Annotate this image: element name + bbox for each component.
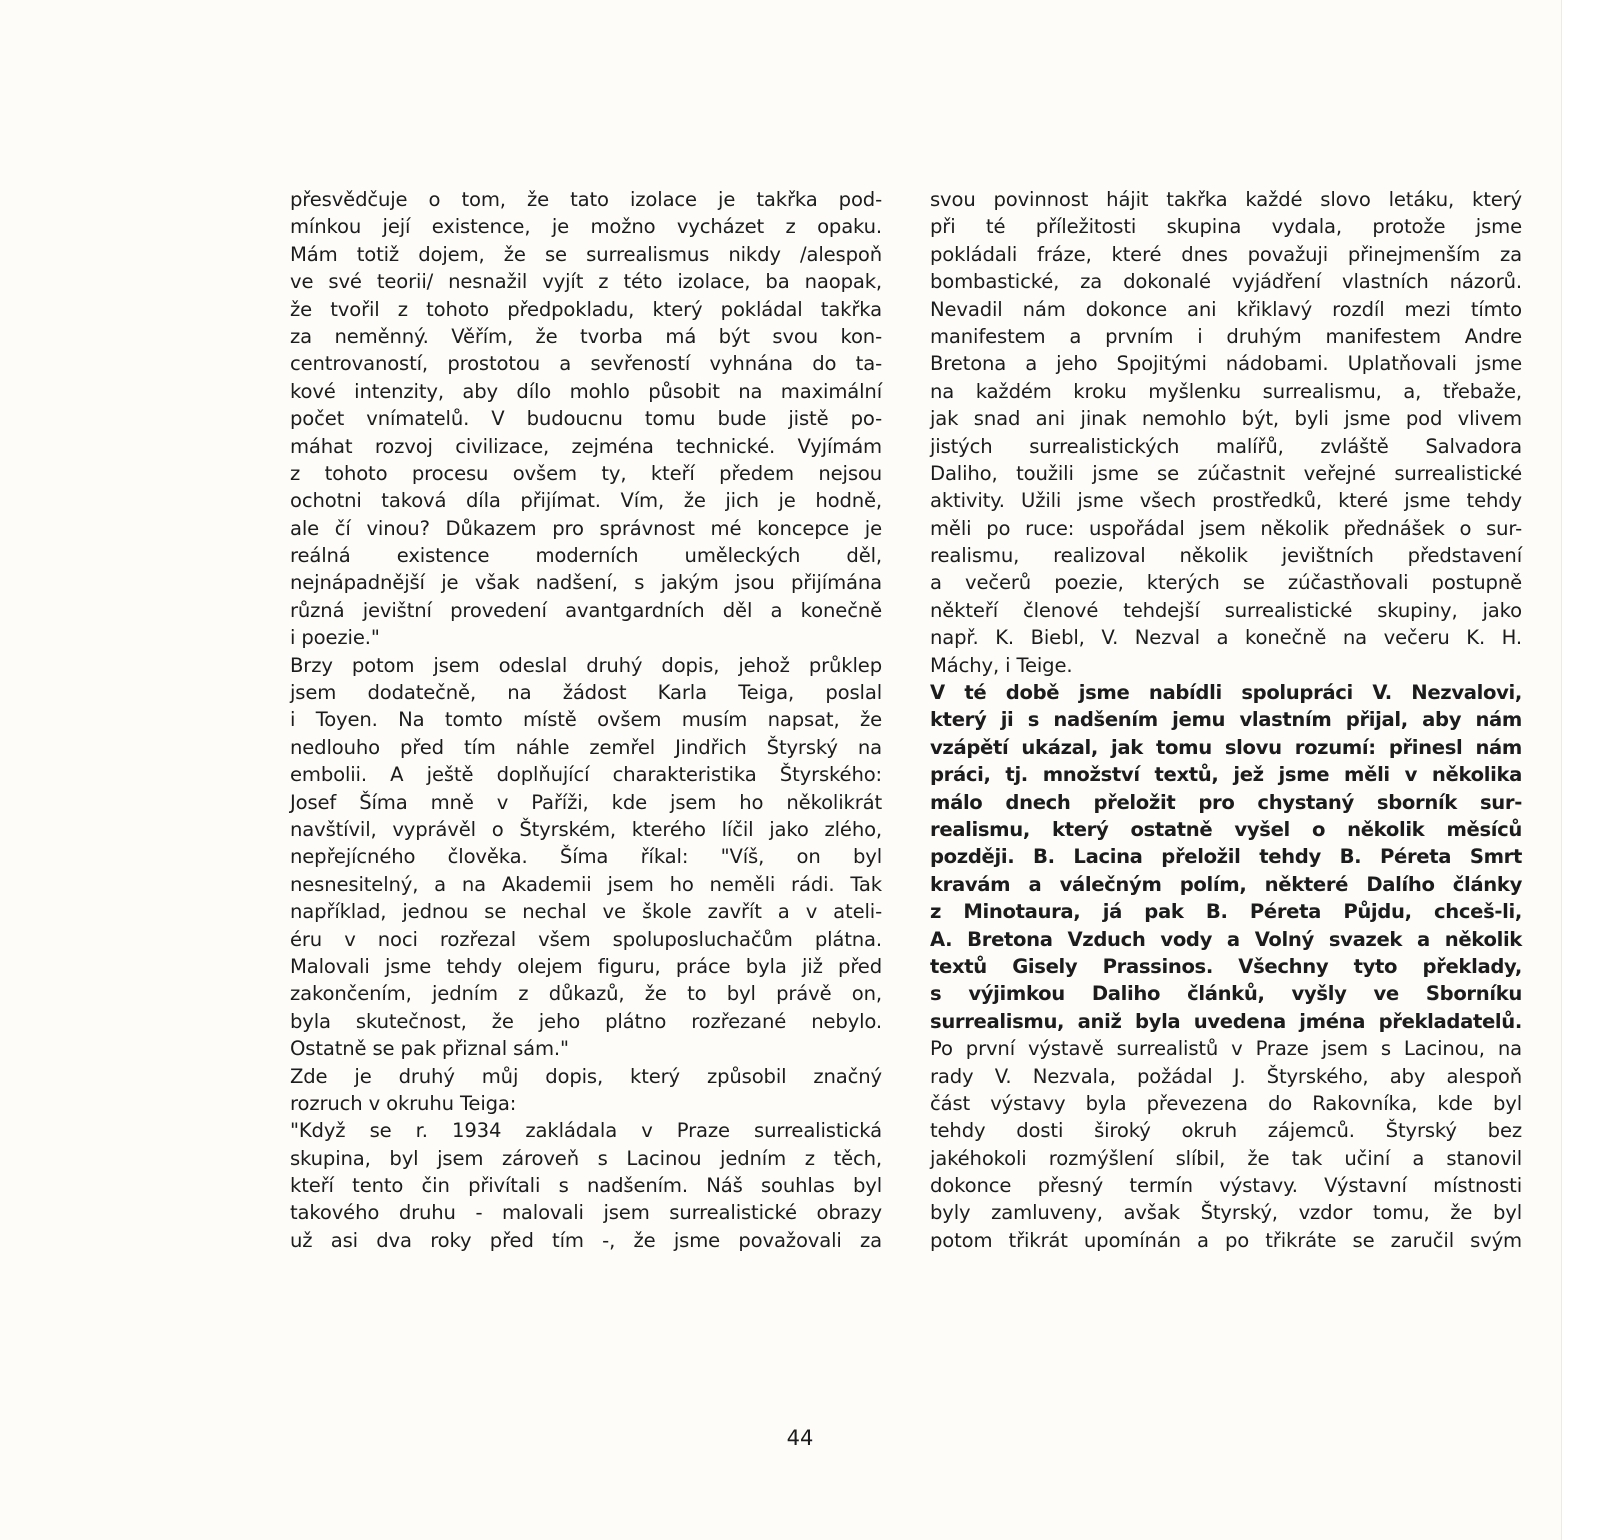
- text-line: Brzy potom jsem odeslal druhý dopis, jehož průklep: [290, 653, 882, 677]
- text-line: s výjimkou Daliho článků, vyšly ve Sborníku: [930, 982, 1522, 1006]
- text-line: ochotni taková díla přijímat. Vím, že jich je hodně,: [290, 489, 882, 513]
- text-line: při té příležitosti skupina vydala, protože jsme: [930, 215, 1522, 239]
- text-line: měli po ruce: uspořádal jsem několik přednášek o sur-: [930, 516, 1522, 540]
- text-line: skupina, byl jsem zároveň s Lacinou jedním z těch,: [290, 1146, 882, 1170]
- text-line: kravám a válečným polím, některé Dalího články: [930, 872, 1522, 896]
- text-line: manifestem a prvním i druhým manifestem Andre: [930, 324, 1522, 348]
- text-line: z Minotaura, já pak B. Péreta Půjdu, chceš-li,: [930, 900, 1522, 924]
- text-line: i Toyen. Na tomto místě ovšem musím napsat, že: [290, 708, 882, 732]
- text-line: zakončením, jedním z důkazů, že to byl právě on,: [290, 982, 882, 1006]
- text-line: ale čí vinou? Důkazem pro správnost mé koncepce je: [290, 516, 882, 540]
- text-line: později. B. Lacina přeložil tehdy B. Péreta Smrt: [930, 845, 1522, 869]
- text-line: Zde je druhý můj dopis, který způsobil značný: [290, 1064, 882, 1088]
- text-line: rozruch v okruhu Teiga:: [290, 1091, 517, 1115]
- text-line: např. K. Biebl, V. Nezval a konečně na večeru K. H.: [930, 626, 1522, 650]
- text-line: práci, tj. množství textů, jež jsme měli v několika: [930, 763, 1522, 787]
- text-line: centrovaností, prostotou a sevřeností vyhnána do ta-: [290, 352, 882, 376]
- text-line: dokonce přesný termín výstavy. Výstavní místnosti: [930, 1174, 1522, 1198]
- text-line: Daliho, toužili jsme se zúčastnit veřejné surrealistické: [930, 461, 1522, 485]
- text-line: málo dnech přeložit pro chystaný sborník sur-: [930, 790, 1522, 814]
- text-line: Malovali jsme tehdy olejem figuru, práce byla již před: [290, 954, 882, 978]
- text-line: část výstavy byla převezena do Rakovníka, kde byl: [930, 1091, 1522, 1115]
- text-line: jistých surrealistických malířů, zvláště Salvadora: [930, 434, 1522, 458]
- text-line: textů Gisely Prassinos. Všechny tyto překlady,: [930, 954, 1522, 978]
- text-line: bombastické, za dokonalé vyjádření vlastních názorů.: [930, 270, 1522, 294]
- text-line: na každém kroku myšlenku surrealismu, a, třebaže,: [930, 379, 1522, 403]
- text-line: Máchy, i Teige.: [930, 653, 1073, 677]
- text-line: kové intenzity, aby dílo mohlo působit na maximální: [290, 379, 882, 403]
- text-line: byla skutečnost, že jeho plátno rozřezané nebylo.: [290, 1009, 882, 1033]
- text-line: realismu, který ostatně vyšel o několik měsíců: [930, 817, 1522, 841]
- text-line: někteří členové tehdejší surrealistické skupiny, jako: [930, 598, 1522, 622]
- text-line: realismu, realizoval několik jevištních představení: [930, 544, 1522, 568]
- text-line: pokládali fráze, které dnes považuji přinejmenším za: [930, 242, 1522, 266]
- text-line: embolii. A ještě doplňující charakteristika Štyrského:: [290, 763, 882, 787]
- text-line: z tohoto procesu ovšem ty, kteří předem nejsou: [290, 461, 882, 485]
- text-line: navštívil, vyprávěl o Štyrském, kterého líčil jako zlého,: [290, 817, 882, 841]
- text-line: Bretona a jeho Spojitými nádobami. Uplatňovali jsme: [930, 352, 1522, 376]
- text-line: A. Bretona Vzduch vody a Volný svazek a několik: [930, 927, 1522, 951]
- text-line: Josef Šíma mně v Paříži, kde jsem ho několikrát: [290, 790, 882, 814]
- text-line: který ji s nadšením jemu vlastním přijal, aby nám: [930, 708, 1522, 732]
- text-line: V té době jsme nabídli spolupráci V. Nezvalovi,: [930, 681, 1522, 705]
- text-line: Nevadil nám dokonce ani křiklavý rozdíl mezi tímto: [930, 297, 1522, 321]
- text-line: Ostatně se pak přiznal sám.": [290, 1037, 569, 1061]
- left-text-column: [290, 186, 882, 1254]
- text-line: svou povinnost hájit takřka každé slovo letáku, který: [930, 188, 1522, 211]
- text-line: nejnápadnější je však nadšení, s jakým jsou přijímána: [290, 571, 882, 595]
- text-line: kteří tento čin přivítali s nadšením. Náš souhlas byl: [290, 1174, 882, 1198]
- text-line: Mám totiž dojem, že se surrealismus nikdy /alespoň: [290, 242, 882, 266]
- text-line: máhat rozvoj civilizace, zejména technické. Vyjímám: [290, 434, 882, 458]
- text-line: za neměnný. Věřím, že tvorba má být svou kon-: [290, 324, 882, 348]
- text-line: počet vnímatelů. V budoucnu tomu bude jistě po-: [290, 407, 882, 431]
- text-line: jakéhokoli rozmýšlení slíbil, že tak učiní a stanovil: [930, 1146, 1522, 1170]
- text-line: surrealismu, aniž byla uvedena jména překladatelů.: [930, 1009, 1522, 1033]
- text-line: nepřejícného člověka. Šíma říkal: "Víš, on byl: [290, 845, 882, 869]
- text-line: mínkou její existence, je možno vycházet z opaku.: [290, 215, 882, 239]
- text-line: takového druhu - malovali jsem surrealistické obrazy: [290, 1201, 882, 1225]
- text-line: například, jednou se nechal ve škole zavřít a v ateli-: [290, 900, 882, 924]
- text-line: i poezie.": [290, 626, 380, 650]
- text-line: éru v noci rozřezal všem spoluposluchačům plátna.: [290, 927, 882, 951]
- page-number: 44: [786, 1426, 814, 1450]
- text-line: jak snad ani jinak nemohlo být, byli jsme pod vlivem: [930, 407, 1522, 431]
- text-line: potom třikrát upomínán a po třikráte se zaručil svým: [930, 1228, 1522, 1252]
- text-line: rady V. Nezvala, požádal J. Štyrského, aby alespoň: [930, 1064, 1522, 1088]
- text-line: Po první výstavě surrealistů v Praze jsem s Lacinou, na: [930, 1037, 1522, 1061]
- text-line: už asi dva roky před tím -, že jsme považovali za: [290, 1228, 882, 1252]
- text-line: reálná existence moderních uměleckých děl,: [290, 544, 882, 568]
- text-line: ve své teorii/ nesnažil vyjít z této izolace, ba naopak,: [290, 270, 882, 294]
- text-line: různá jevištní provedení avantgardních děl a konečně: [290, 598, 882, 622]
- text-line: a večerů poezie, kterých se zúčastňovali postupně: [930, 571, 1522, 595]
- text-line: aktivity. Užili jsme všech prostředků, které jsme tehdy: [930, 489, 1522, 513]
- text-line: přesvědčuje o tom, že tato izolace je takřka pod-: [290, 188, 882, 211]
- text-line: že tvořil z tohoto předpokladu, který pokládal takřka: [290, 297, 882, 321]
- text-line: jsem dodatečně, na žádost Karla Teiga, poslal: [290, 681, 882, 705]
- text-line: byly zamluveny, avšak Štyrský, vzdor tomu, že byl: [930, 1201, 1522, 1225]
- page-edge: [1561, 0, 1600, 1540]
- text-line: vzápětí ukázal, jak tomu slovu rozumí: přinesl nám: [930, 735, 1522, 759]
- text-line: tehdy dosti široký okruh zájemců. Štyrský bez: [930, 1119, 1522, 1143]
- text-line: nedlouho před tím náhle zemřel Jindřich Štyrský na: [290, 735, 882, 759]
- text-line: "Když se r. 1934 zakládala v Praze surrealistická: [290, 1119, 882, 1143]
- right-text-column: [930, 186, 1522, 1254]
- text-line: nesnesitelný, a na Akademii jsem ho neměli rádi. Tak: [290, 872, 882, 896]
